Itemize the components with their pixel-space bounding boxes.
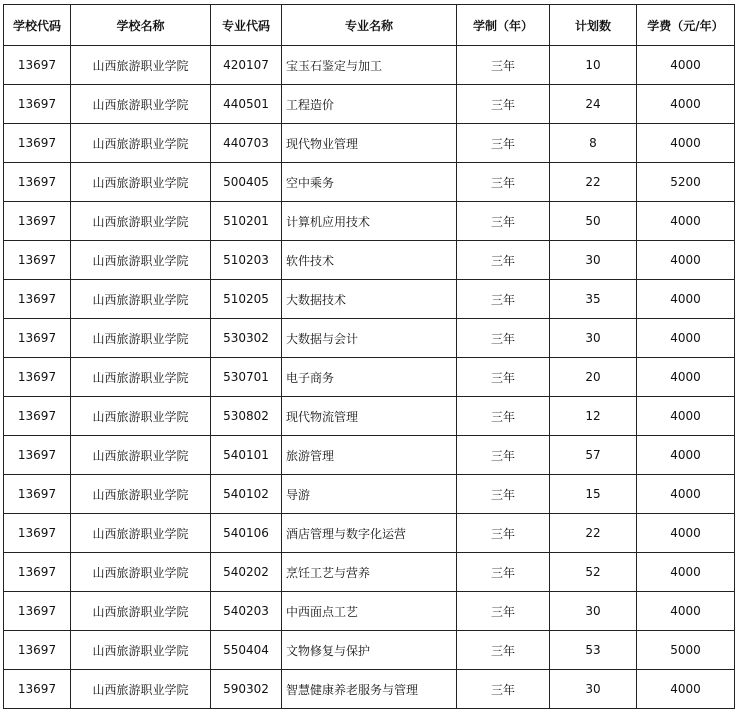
major-code-cell: 420107 [211,46,282,85]
table-row [4,553,735,592]
table-row [4,631,735,670]
major-name-cell: 中西面点工艺 [282,592,457,631]
table-row [4,592,735,631]
school-name-cell: 山西旅游职业学院 [71,358,211,397]
school-name-cell: 山西旅游职业学院 [71,670,211,709]
major-name-cell: 现代物业管理 [282,124,457,163]
enrollment-table-container [3,4,734,709]
duration-cell: 三年 [457,592,550,631]
duration-cell: 三年 [457,397,550,436]
major-code-cell: 530302 [211,319,282,358]
school-name-cell: 山西旅游职业学院 [71,319,211,358]
major-code-cell: 440703 [211,124,282,163]
table-row [4,514,735,553]
plan-count-cell: 53 [550,631,637,670]
plan-count-cell: 15 [550,475,637,514]
school-code-cell: 13697 [4,46,71,85]
table-body [4,46,735,709]
school-name-cell: 山西旅游职业学院 [71,202,211,241]
major-code-cell: 530802 [211,397,282,436]
school-code-cell: 13697 [4,436,71,475]
plan-count-cell: 22 [550,163,637,202]
school-code-cell: 13697 [4,319,71,358]
major-name-cell: 导游 [282,475,457,514]
school-name-cell: 山西旅游职业学院 [71,436,211,475]
major-name-cell: 旅游管理 [282,436,457,475]
table-row [4,163,735,202]
duration-cell: 三年 [457,436,550,475]
duration-cell: 三年 [457,280,550,319]
tuition-cell: 4000 [637,124,735,163]
duration-cell: 三年 [457,163,550,202]
tuition-cell: 4000 [637,592,735,631]
table-row [4,475,735,514]
table-row [4,241,735,280]
plan-count-cell: 52 [550,553,637,592]
tuition-cell: 4000 [637,319,735,358]
school-name-cell: 山西旅游职业学院 [71,280,211,319]
major-code-cell: 540203 [211,592,282,631]
tuition-cell: 4000 [637,85,735,124]
school-name-cell: 山西旅游职业学院 [71,124,211,163]
school-name-cell: 山西旅游职业学院 [71,46,211,85]
tuition-cell: 4000 [637,397,735,436]
plan-count-cell: 50 [550,202,637,241]
plan-count-cell: 35 [550,280,637,319]
duration-cell: 三年 [457,514,550,553]
table-row [4,358,735,397]
major-name-cell: 大数据技术 [282,280,457,319]
table-row [4,85,735,124]
school-name-cell: 山西旅游职业学院 [71,397,211,436]
school-code-cell: 13697 [4,280,71,319]
tuition-cell: 4000 [637,436,735,475]
header-row [4,5,735,46]
school-name-cell: 山西旅游职业学院 [71,631,211,670]
tuition-cell: 4000 [637,670,735,709]
major-code-cell: 590302 [211,670,282,709]
major-code-cell: 510201 [211,202,282,241]
tuition-cell: 4000 [637,46,735,85]
plan-count-cell: 20 [550,358,637,397]
major-code-cell: 510205 [211,280,282,319]
major-code-cell: 440501 [211,85,282,124]
header-duration: 学制（年） [457,5,550,46]
table-row [4,280,735,319]
tuition-cell: 4000 [637,475,735,514]
table-row [4,46,735,85]
major-name-cell: 计算机应用技术 [282,202,457,241]
duration-cell: 三年 [457,202,550,241]
major-name-cell: 电子商务 [282,358,457,397]
enrollment-plan-table [3,4,735,709]
duration-cell: 三年 [457,553,550,592]
tuition-cell: 4000 [637,358,735,397]
plan-count-cell: 30 [550,319,637,358]
major-name-cell: 智慧健康养老服务与管理 [282,670,457,709]
header-school-name: 学校名称 [71,5,211,46]
plan-count-cell: 8 [550,124,637,163]
tuition-cell: 5000 [637,631,735,670]
major-code-cell: 530701 [211,358,282,397]
table-row [4,319,735,358]
plan-count-cell: 24 [550,85,637,124]
table-row [4,202,735,241]
duration-cell: 三年 [457,670,550,709]
school-code-cell: 13697 [4,475,71,514]
header-tuition: 学费（元/年） [637,5,735,46]
tuition-cell: 4000 [637,280,735,319]
school-code-cell: 13697 [4,670,71,709]
major-name-cell: 现代物流管理 [282,397,457,436]
school-name-cell: 山西旅游职业学院 [71,553,211,592]
school-name-cell: 山西旅游职业学院 [71,475,211,514]
table-row [4,124,735,163]
duration-cell: 三年 [457,475,550,514]
plan-count-cell: 57 [550,436,637,475]
school-code-cell: 13697 [4,397,71,436]
header-school-code: 学校代码 [4,5,71,46]
major-code-cell: 540102 [211,475,282,514]
school-code-cell: 13697 [4,358,71,397]
major-code-cell: 540106 [211,514,282,553]
tuition-cell: 4000 [637,514,735,553]
duration-cell: 三年 [457,241,550,280]
table-row [4,670,735,709]
school-code-cell: 13697 [4,163,71,202]
duration-cell: 三年 [457,358,550,397]
duration-cell: 三年 [457,124,550,163]
major-name-cell: 软件技术 [282,241,457,280]
plan-count-cell: 30 [550,592,637,631]
major-code-cell: 510203 [211,241,282,280]
school-name-cell: 山西旅游职业学院 [71,514,211,553]
school-name-cell: 山西旅游职业学院 [71,163,211,202]
school-name-cell: 山西旅游职业学院 [71,241,211,280]
plan-count-cell: 30 [550,670,637,709]
table-row [4,436,735,475]
major-name-cell: 宝玉石鉴定与加工 [282,46,457,85]
school-code-cell: 13697 [4,85,71,124]
school-code-cell: 13697 [4,124,71,163]
school-name-cell: 山西旅游职业学院 [71,592,211,631]
header-plan-count: 计划数 [550,5,637,46]
table-row [4,397,735,436]
major-name-cell: 酒店管理与数字化运营 [282,514,457,553]
major-code-cell: 500405 [211,163,282,202]
duration-cell: 三年 [457,46,550,85]
school-code-cell: 13697 [4,631,71,670]
tuition-cell: 4000 [637,202,735,241]
major-code-cell: 540101 [211,436,282,475]
tuition-cell: 5200 [637,163,735,202]
school-code-cell: 13697 [4,241,71,280]
duration-cell: 三年 [457,85,550,124]
major-name-cell: 文物修复与保护 [282,631,457,670]
major-name-cell: 大数据与会计 [282,319,457,358]
major-name-cell: 烹饪工艺与营养 [282,553,457,592]
school-code-cell: 13697 [4,592,71,631]
tuition-cell: 4000 [637,553,735,592]
major-name-cell: 工程造价 [282,85,457,124]
plan-count-cell: 30 [550,241,637,280]
header-major-code: 专业代码 [211,5,282,46]
duration-cell: 三年 [457,631,550,670]
plan-count-cell: 10 [550,46,637,85]
tuition-cell: 4000 [637,241,735,280]
school-code-cell: 13697 [4,553,71,592]
major-name-cell: 空中乘务 [282,163,457,202]
school-code-cell: 13697 [4,202,71,241]
major-code-cell: 540202 [211,553,282,592]
header-major-name: 专业名称 [282,5,457,46]
school-name-cell: 山西旅游职业学院 [71,85,211,124]
plan-count-cell: 22 [550,514,637,553]
duration-cell: 三年 [457,319,550,358]
major-code-cell: 550404 [211,631,282,670]
plan-count-cell: 12 [550,397,637,436]
school-code-cell: 13697 [4,514,71,553]
